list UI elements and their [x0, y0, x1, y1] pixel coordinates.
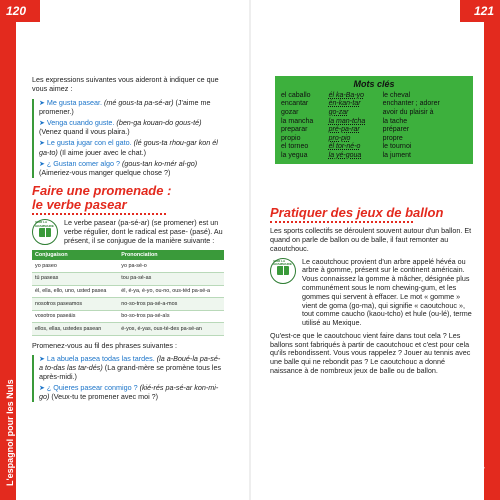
- pronunciation: (kié-rés pa-sé-ar kon-mi-go): [39, 382, 219, 402]
- table-row: [281, 143, 467, 152]
- vocab-word: encantar: [281, 100, 309, 108]
- vocab-pronunciation: pré-pa-rar: [328, 126, 360, 134]
- arrow-icon: ➤: [39, 119, 45, 127]
- spanish-phrase: ¿ Gustan comer algo ?: [46, 158, 120, 168]
- grammar-badge-icon: [270, 258, 296, 284]
- table-cell: é-yos, é-yas, ous-té-des pa-sé-an: [118, 323, 224, 336]
- table-cell: yo pa-sé-o: [118, 260, 224, 272]
- spanish-phrase: La abuela pasea todas las tardes.: [46, 353, 155, 363]
- table-cell: tou pa-sé-as: [118, 272, 224, 285]
- table-cell: él, ella, ello, uno, usted pasea: [32, 285, 118, 298]
- table-row: [281, 100, 467, 109]
- badge-label: VOIR LA GRAMMAIRE: [273, 258, 292, 267]
- table-header-row: [32, 250, 224, 261]
- book-gutter: [249, 0, 251, 500]
- table-cell: ellos, ellas, ustedes pasean: [32, 323, 118, 336]
- table-row: [32, 298, 224, 311]
- vocabulary-table: [281, 91, 467, 160]
- grammar-badge-icon: [32, 219, 58, 245]
- title-divider: [270, 221, 413, 223]
- mots-cles-box: [275, 76, 473, 164]
- table-row: [32, 310, 224, 323]
- vocab-word: preparar: [281, 126, 308, 134]
- table-row: [281, 151, 467, 160]
- translation: (Veux-tu te promener avec moi ?): [51, 392, 159, 402]
- right-page: [270, 206, 474, 380]
- translation: (J'aime me promener.): [39, 97, 211, 117]
- vocab-translation: le cheval: [382, 91, 411, 99]
- section-title-promenade: [32, 184, 224, 213]
- translation: (Aimeriez-vous manger quelque chose ?): [39, 168, 171, 178]
- phrase-list: [32, 99, 224, 178]
- vocab-word: el caballo: [281, 91, 311, 99]
- paragraph-sports: Les sports collectifs se déroulent souvent autour d'un ballon. Et quand on parle de ballon ou de balle, il faut remonter au caoutchouc.: [270, 226, 472, 253]
- table-row: [281, 108, 467, 117]
- section-title-line1: Faire une promenade :: [32, 182, 172, 198]
- pronunciation: (ben-ga kouan-do gous-té): [116, 117, 202, 127]
- vocab-translation: la jument: [382, 151, 411, 159]
- paragraph-caoutchouc: Le caoutchouc provient d'un arbre appelé hévéa ou arbre à gomme, présent sur le continent américain. Vous connaissez la gomme à mâcher, désignée plus communément sous le nom chewing-gum, et les gommes qui servent à effacer. Le mot « gomme » vient de goma (go-ma), qui signifie « caoutchouc », tout comme caucho (kaou-tcho) et hule (ou-lé), terme utilisé au Mexique.: [302, 256, 472, 328]
- table-row: [281, 134, 467, 143]
- vocab-word: la yegua: [281, 151, 308, 159]
- list-item: [39, 119, 224, 137]
- table-cell: no-so-tros pa-sé-a-mos: [118, 298, 224, 311]
- table-cell: nosotros paseamos: [32, 298, 118, 311]
- pronunciation: (lé gous-ta rhou-gar kon él ga-to): [39, 138, 218, 157]
- spanish-phrase: Me gusta pasear.: [46, 97, 103, 107]
- table-cell: yo paseo: [32, 260, 118, 272]
- translation: (Venez quand il vous plaira.): [39, 127, 130, 137]
- left-side-label: L'espagnol pour les Nuls: [5, 379, 15, 486]
- vocab-translation: avoir du plaisir à: [382, 108, 434, 116]
- arrow-icon: ➤: [39, 384, 45, 392]
- table-cell: él, é-ya, é-yo, ou-no, ous-téd pa-sé-a: [118, 285, 224, 298]
- table-row: [32, 285, 224, 298]
- vocab-translation: le tournoi: [382, 143, 412, 151]
- table-row: [281, 91, 467, 100]
- conjugation-table: [32, 250, 224, 336]
- table-row: [32, 260, 224, 272]
- table-cell: vosotros paseáis: [32, 310, 118, 323]
- list-item: [39, 160, 224, 178]
- arrow-icon: ➤: [39, 140, 45, 148]
- table-cell: bo-so-tros pa-sé-aïs: [118, 310, 224, 323]
- grammar-block: [270, 258, 474, 328]
- arrow-icon: ➤: [39, 99, 45, 107]
- badge-label: VOIR LA GRAMMAIRE: [35, 220, 54, 229]
- list-item: [39, 99, 224, 117]
- vocab-translation: préparer: [382, 126, 410, 134]
- spanish-phrase: Le gusta jugar con el gato.: [46, 138, 132, 148]
- title-divider: [32, 213, 166, 215]
- table-header: Conjugaison: [32, 250, 118, 261]
- vocab-word: la mancha: [281, 117, 314, 125]
- vocab-word: el torneo: [281, 143, 309, 151]
- section-title-ballon: Pratiquer des jeux de ballon: [270, 205, 444, 220]
- promenade-phrase-list: [32, 355, 224, 402]
- spanish-phrase: ¿ Quieres pasear conmigo ?: [46, 382, 138, 392]
- book-icon: [39, 228, 51, 237]
- book-icon: [277, 266, 289, 275]
- vocab-pronunciation: él ka-Ba-yo: [328, 91, 365, 99]
- grammar-text: Le verbe pasear (pa-sé-ar) (se promener) est un verbe régulier, dont le radical est pase- (pasé). Au présent, il se conjugue de la manière suivante :: [64, 218, 223, 245]
- vocab-pronunciation: la man-tcha: [328, 117, 366, 125]
- vocab-translation: la tache: [382, 117, 408, 125]
- table-cell: tú paseas: [32, 272, 118, 285]
- grammar-block: [32, 219, 224, 245]
- table-row: [32, 323, 224, 336]
- pronunciation: (la a-Boué-la pa-sé-a to-das las tar-dés): [39, 353, 221, 373]
- vocab-pronunciation: él tor-né-o: [328, 143, 361, 151]
- vocab-pronunciation: go-zar: [328, 108, 349, 116]
- left-page: [32, 76, 224, 408]
- pronunciation: (gous-tan ko-mér al-go): [121, 158, 198, 168]
- intro-text: Les expressions suivantes vous aideront à indiquer ce que vous aimez :: [32, 75, 219, 93]
- list-item: [39, 139, 224, 157]
- list-item: [39, 355, 224, 382]
- right-edge-band: [484, 0, 500, 500]
- list-item: [39, 384, 224, 402]
- vocab-pronunciation: én-kan-tar: [328, 100, 361, 108]
- pronunciation: (mé gous-ta pa-sé-ar): [104, 97, 174, 107]
- vocab-translation: enchanter ; adorer: [382, 100, 440, 108]
- table-row: [32, 272, 224, 285]
- arrow-icon: ➤: [39, 160, 45, 168]
- table-header: Prononciation: [118, 250, 224, 261]
- right-page-number: 121: [473, 4, 494, 18]
- section-title-line2: le verbe pasear: [32, 197, 127, 213]
- table-row: [281, 125, 467, 134]
- right-side-label: Chapitre 7 : Sortir et se détendre: [475, 346, 485, 486]
- vocab-translation: propre: [382, 134, 403, 142]
- translation: (La grand-mère se promène tous les après-midi.): [39, 363, 222, 381]
- spanish-phrase: Venga cuando guste.: [46, 117, 115, 127]
- mots-cles-title: Mots clés: [353, 79, 395, 89]
- arrow-icon: ➤: [39, 355, 45, 363]
- vocab-word: gozar: [281, 108, 299, 116]
- left-page-number: 120: [6, 4, 27, 18]
- paragraph-ballons: Qu'est-ce que le caoutchouc vient faire dans tout cela ? Les ballons sont fabriqués à partir de caoutchouc et c'est pour cela qu'ils rebondissent. Vous vous rappelez ? Jouer au tennis avec une balle qui ne rebondit pas ? Le caoutchouc a donné naissance à de nombreux jeux de balle ou de ballon.: [270, 330, 471, 376]
- table-row: [281, 117, 467, 126]
- vocab-pronunciation: pro-pio: [328, 134, 351, 142]
- vocab-pronunciation: la yé-goua: [328, 151, 362, 159]
- promenade-intro: Promenez-vous au fil des phrases suivantes :: [32, 340, 178, 350]
- translation: (Il aime jouer avec le chat.): [59, 147, 147, 157]
- vocab-word: propio: [281, 134, 301, 142]
